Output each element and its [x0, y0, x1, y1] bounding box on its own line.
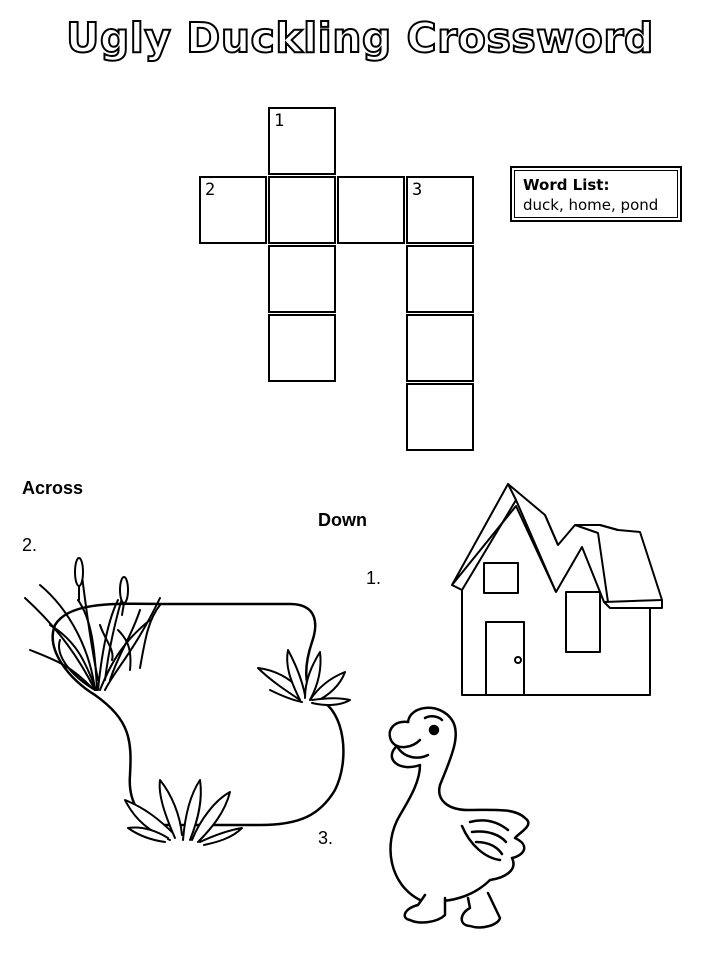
- across-heading: Across: [22, 478, 84, 498]
- duck-picture: [390, 708, 529, 928]
- pond-picture: [25, 558, 350, 845]
- clue-number-2: 2: [205, 180, 216, 200]
- down-clue-1: 1.: [366, 568, 382, 588]
- down-heading: Down: [318, 510, 367, 530]
- clue-number-1: 1: [274, 111, 285, 131]
- down-clue-3: 3.: [318, 828, 334, 848]
- word-list-heading: Word List:: [523, 176, 610, 194]
- clue-number-3: 3: [412, 180, 423, 200]
- page-title: Ugly Duckling Crossword: [66, 14, 654, 62]
- across-clue-2: 2.: [22, 535, 38, 555]
- house-picture: [452, 484, 662, 695]
- word-list-words: duck, home, pond: [523, 196, 659, 214]
